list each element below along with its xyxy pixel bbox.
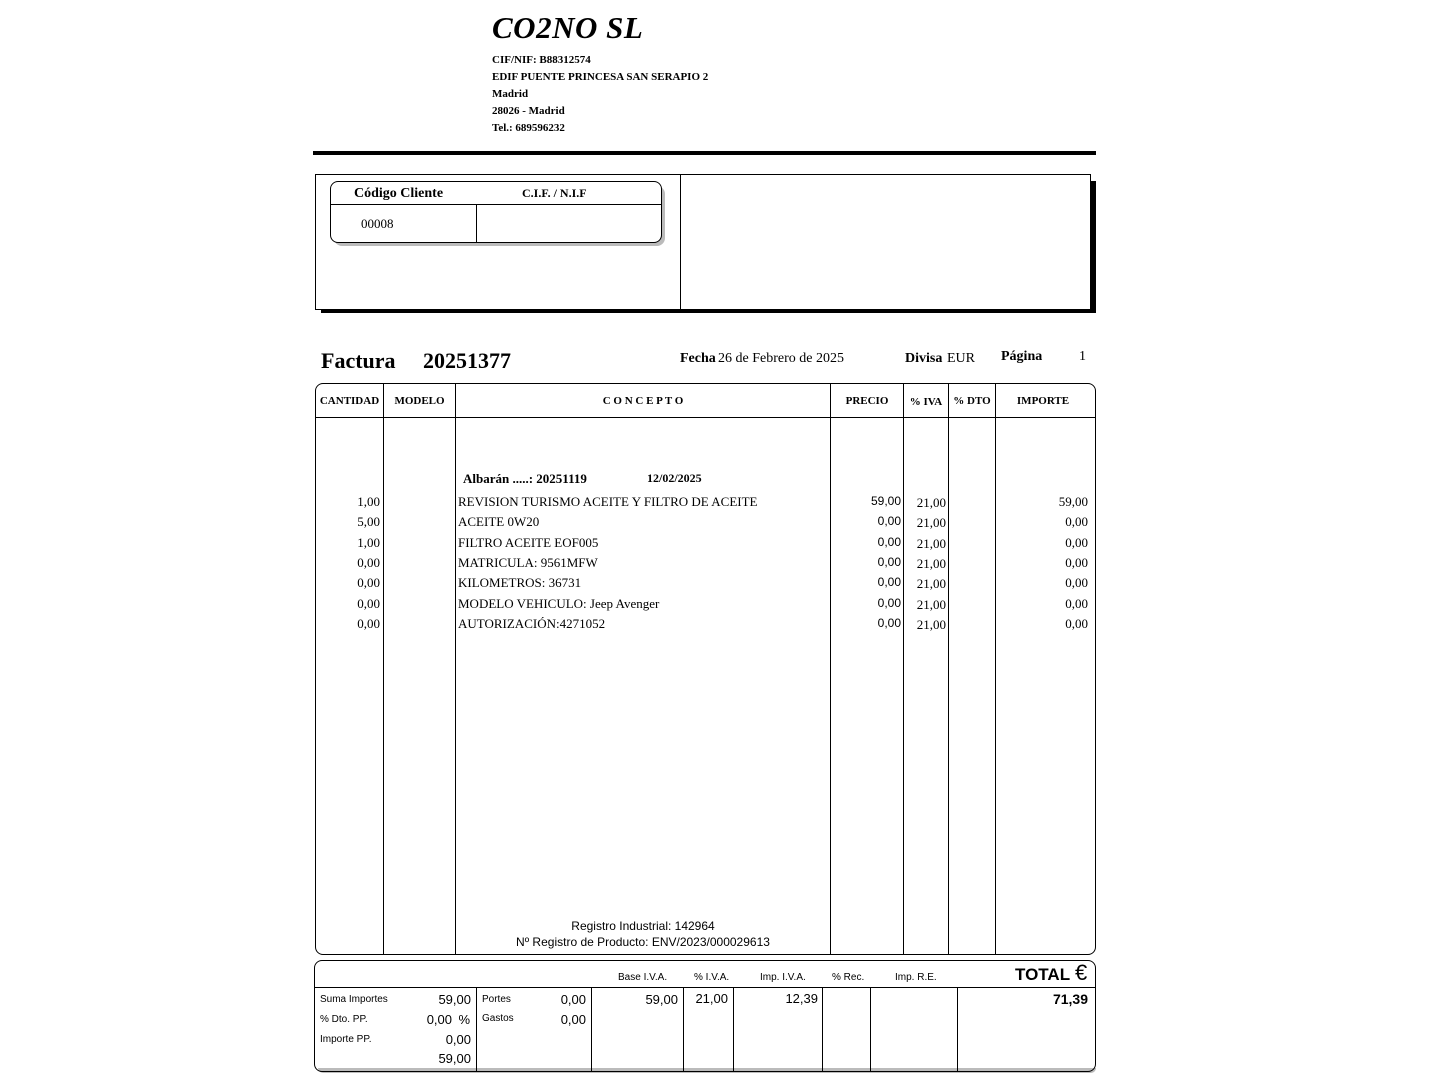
cell-amount: 0,00 <box>1065 554 1088 570</box>
cell-price: 0,00 <box>877 595 901 610</box>
header-dto: % DTO <box>953 395 991 407</box>
cell-iva: 21,00 <box>916 535 946 551</box>
cell-iva: 21,00 <box>916 495 946 510</box>
importe-pp-value: 0,00 <box>445 1032 471 1047</box>
cell-concept: AUTORIZACIÓN:4271052 <box>458 615 606 631</box>
albaran-date: 12/02/2025 <box>647 471 702 485</box>
cell-concept: MODELO VEHICULO: Jeep Avenger <box>458 595 660 611</box>
iva-pct-value: 21,00 <box>695 991 728 1006</box>
cell-iva: 21,00 <box>916 616 946 632</box>
date-label: Fecha <box>680 351 716 366</box>
cell-concept: FILTRO ACEITE EOF005 <box>458 534 599 550</box>
totals-divider <box>870 988 871 1071</box>
client-code-label: Código Cliente <box>354 186 444 201</box>
client-code-box-divider <box>476 205 477 242</box>
currency-value: EUR <box>947 351 975 366</box>
totals-header-rec: % Rec. <box>832 972 865 983</box>
cell-amount: 0,00 <box>1065 615 1088 631</box>
cell-price: 0,00 <box>877 615 901 630</box>
albaran-label: Albarán .....: 20251119 <box>463 471 587 486</box>
suma-label: Suma Importes <box>320 994 388 1005</box>
client-code-value: 00008 <box>361 216 394 231</box>
subtotal-value: 59,00 <box>438 1051 471 1066</box>
totals-header-iva-imp: Imp. I.V.A. <box>760 972 806 983</box>
cell-qty: 0,00 <box>357 595 380 611</box>
date-value: 26 de Febrero de 2025 <box>718 351 844 366</box>
col-divider <box>903 383 904 955</box>
cell-price: 0,00 <box>877 554 901 569</box>
importe-pp-label: Importe PP. <box>320 1034 372 1045</box>
currency-label: Divisa <box>905 351 943 366</box>
gastos-label: Gastos <box>482 1013 514 1024</box>
invoice-number: 20251377 <box>423 348 511 373</box>
page-label: Página <box>1001 349 1043 364</box>
cell-concept: ACEITE 0W20 <box>458 514 540 530</box>
col-divider <box>948 383 949 955</box>
cell-concept: KILOMETROS: 36731 <box>458 575 582 591</box>
invoice-label: Factura <box>321 348 396 373</box>
client-code-box-rule <box>331 204 661 205</box>
euro-icon: € <box>1075 960 1088 985</box>
gastos-value: 0,00 <box>560 1012 586 1027</box>
suma-value: 59,00 <box>438 992 471 1007</box>
cell-amount: 0,00 <box>1065 534 1088 550</box>
cell-qty: 0,00 <box>357 575 380 591</box>
cell-iva: 21,00 <box>916 596 946 612</box>
totals-header-base: Base I.V.A. <box>618 972 668 983</box>
totals-divider <box>476 988 477 1071</box>
iva-imp-value: 12,39 <box>785 991 818 1006</box>
base-value: 59,00 <box>645 992 678 1007</box>
cell-iva: 21,00 <box>916 576 946 592</box>
col-divider <box>995 383 996 955</box>
col-divider <box>830 383 831 955</box>
cell-amount: 0,00 <box>1065 575 1088 591</box>
cell-price: 59,00 <box>870 494 901 508</box>
header-rule <box>313 151 1096 155</box>
header-iva: % IVA <box>909 396 943 408</box>
totals-header-total: TOTAL <box>1015 965 1071 984</box>
header-concepto: C O N C E P T O <box>602 395 684 407</box>
company-phone: Tel.: 689596232 <box>492 122 565 134</box>
cell-amount: 0,00 <box>1065 595 1088 611</box>
cell-price: 0,00 <box>877 575 901 590</box>
header-modelo: MODELO <box>394 395 445 407</box>
header-precio: PRECIO <box>845 395 889 407</box>
total-value: 71,39 <box>1052 991 1088 1007</box>
cell-concept: REVISION TURISMO ACEITE Y FILTRO DE ACEITE <box>458 494 758 509</box>
cell-qty: 1,00 <box>357 534 380 550</box>
totals-header-rule <box>315 987 1095 988</box>
company-name: CO2NO SL <box>492 10 644 45</box>
items-table <box>315 383 1096 955</box>
client-cif-label: C.I.F. / N.I.F <box>522 186 587 200</box>
cell-qty: 0,00 <box>357 554 380 570</box>
company-cif: CIF/NIF: B88312574 <box>492 54 591 66</box>
dto-label: % Dto. PP. <box>320 1014 368 1025</box>
totals-header-iva-pct: % I.V.A. <box>694 972 730 983</box>
company-address: EDIF PUENTE PRINCESA SAN SERAPIO 2 <box>492 71 709 83</box>
cell-qty: 5,00 <box>357 514 380 530</box>
cell-iva: 21,00 <box>916 555 946 571</box>
header-cantidad: CANTIDAD <box>319 395 380 407</box>
cell-qty: 1,00 <box>357 494 380 509</box>
cell-iva: 21,00 <box>916 515 946 531</box>
page-value: 1 <box>1079 349 1086 364</box>
totals-divider <box>822 988 823 1071</box>
dto-value: 0,00 <box>426 1012 452 1027</box>
company-postal: 28026 - Madrid <box>492 105 565 117</box>
totals-header-imp-re: Imp. R.E. <box>895 972 937 983</box>
registro-producto: Nº Registro de Producto: ENV/2023/000029613 <box>516 935 770 949</box>
col-divider <box>383 383 384 955</box>
registro-industrial: Registro Industrial: 142964 <box>571 919 715 933</box>
cell-concept: MATRICULA: 9561MFW <box>458 554 598 570</box>
client-box-divider <box>680 174 681 310</box>
cell-amount: 59,00 <box>1058 494 1088 509</box>
portes-value: 0,00 <box>560 992 586 1007</box>
portes-label: Portes <box>482 994 511 1005</box>
company-city: Madrid <box>492 88 529 100</box>
col-divider <box>455 383 456 955</box>
items-header-rule <box>316 417 1095 418</box>
cell-amount: 0,00 <box>1065 514 1088 530</box>
cell-qty: 0,00 <box>357 615 380 631</box>
cell-price: 0,00 <box>877 534 901 549</box>
cell-price: 0,00 <box>877 514 901 529</box>
header-importe: IMPORTE <box>1016 395 1070 407</box>
dto-unit: % <box>458 1012 470 1027</box>
